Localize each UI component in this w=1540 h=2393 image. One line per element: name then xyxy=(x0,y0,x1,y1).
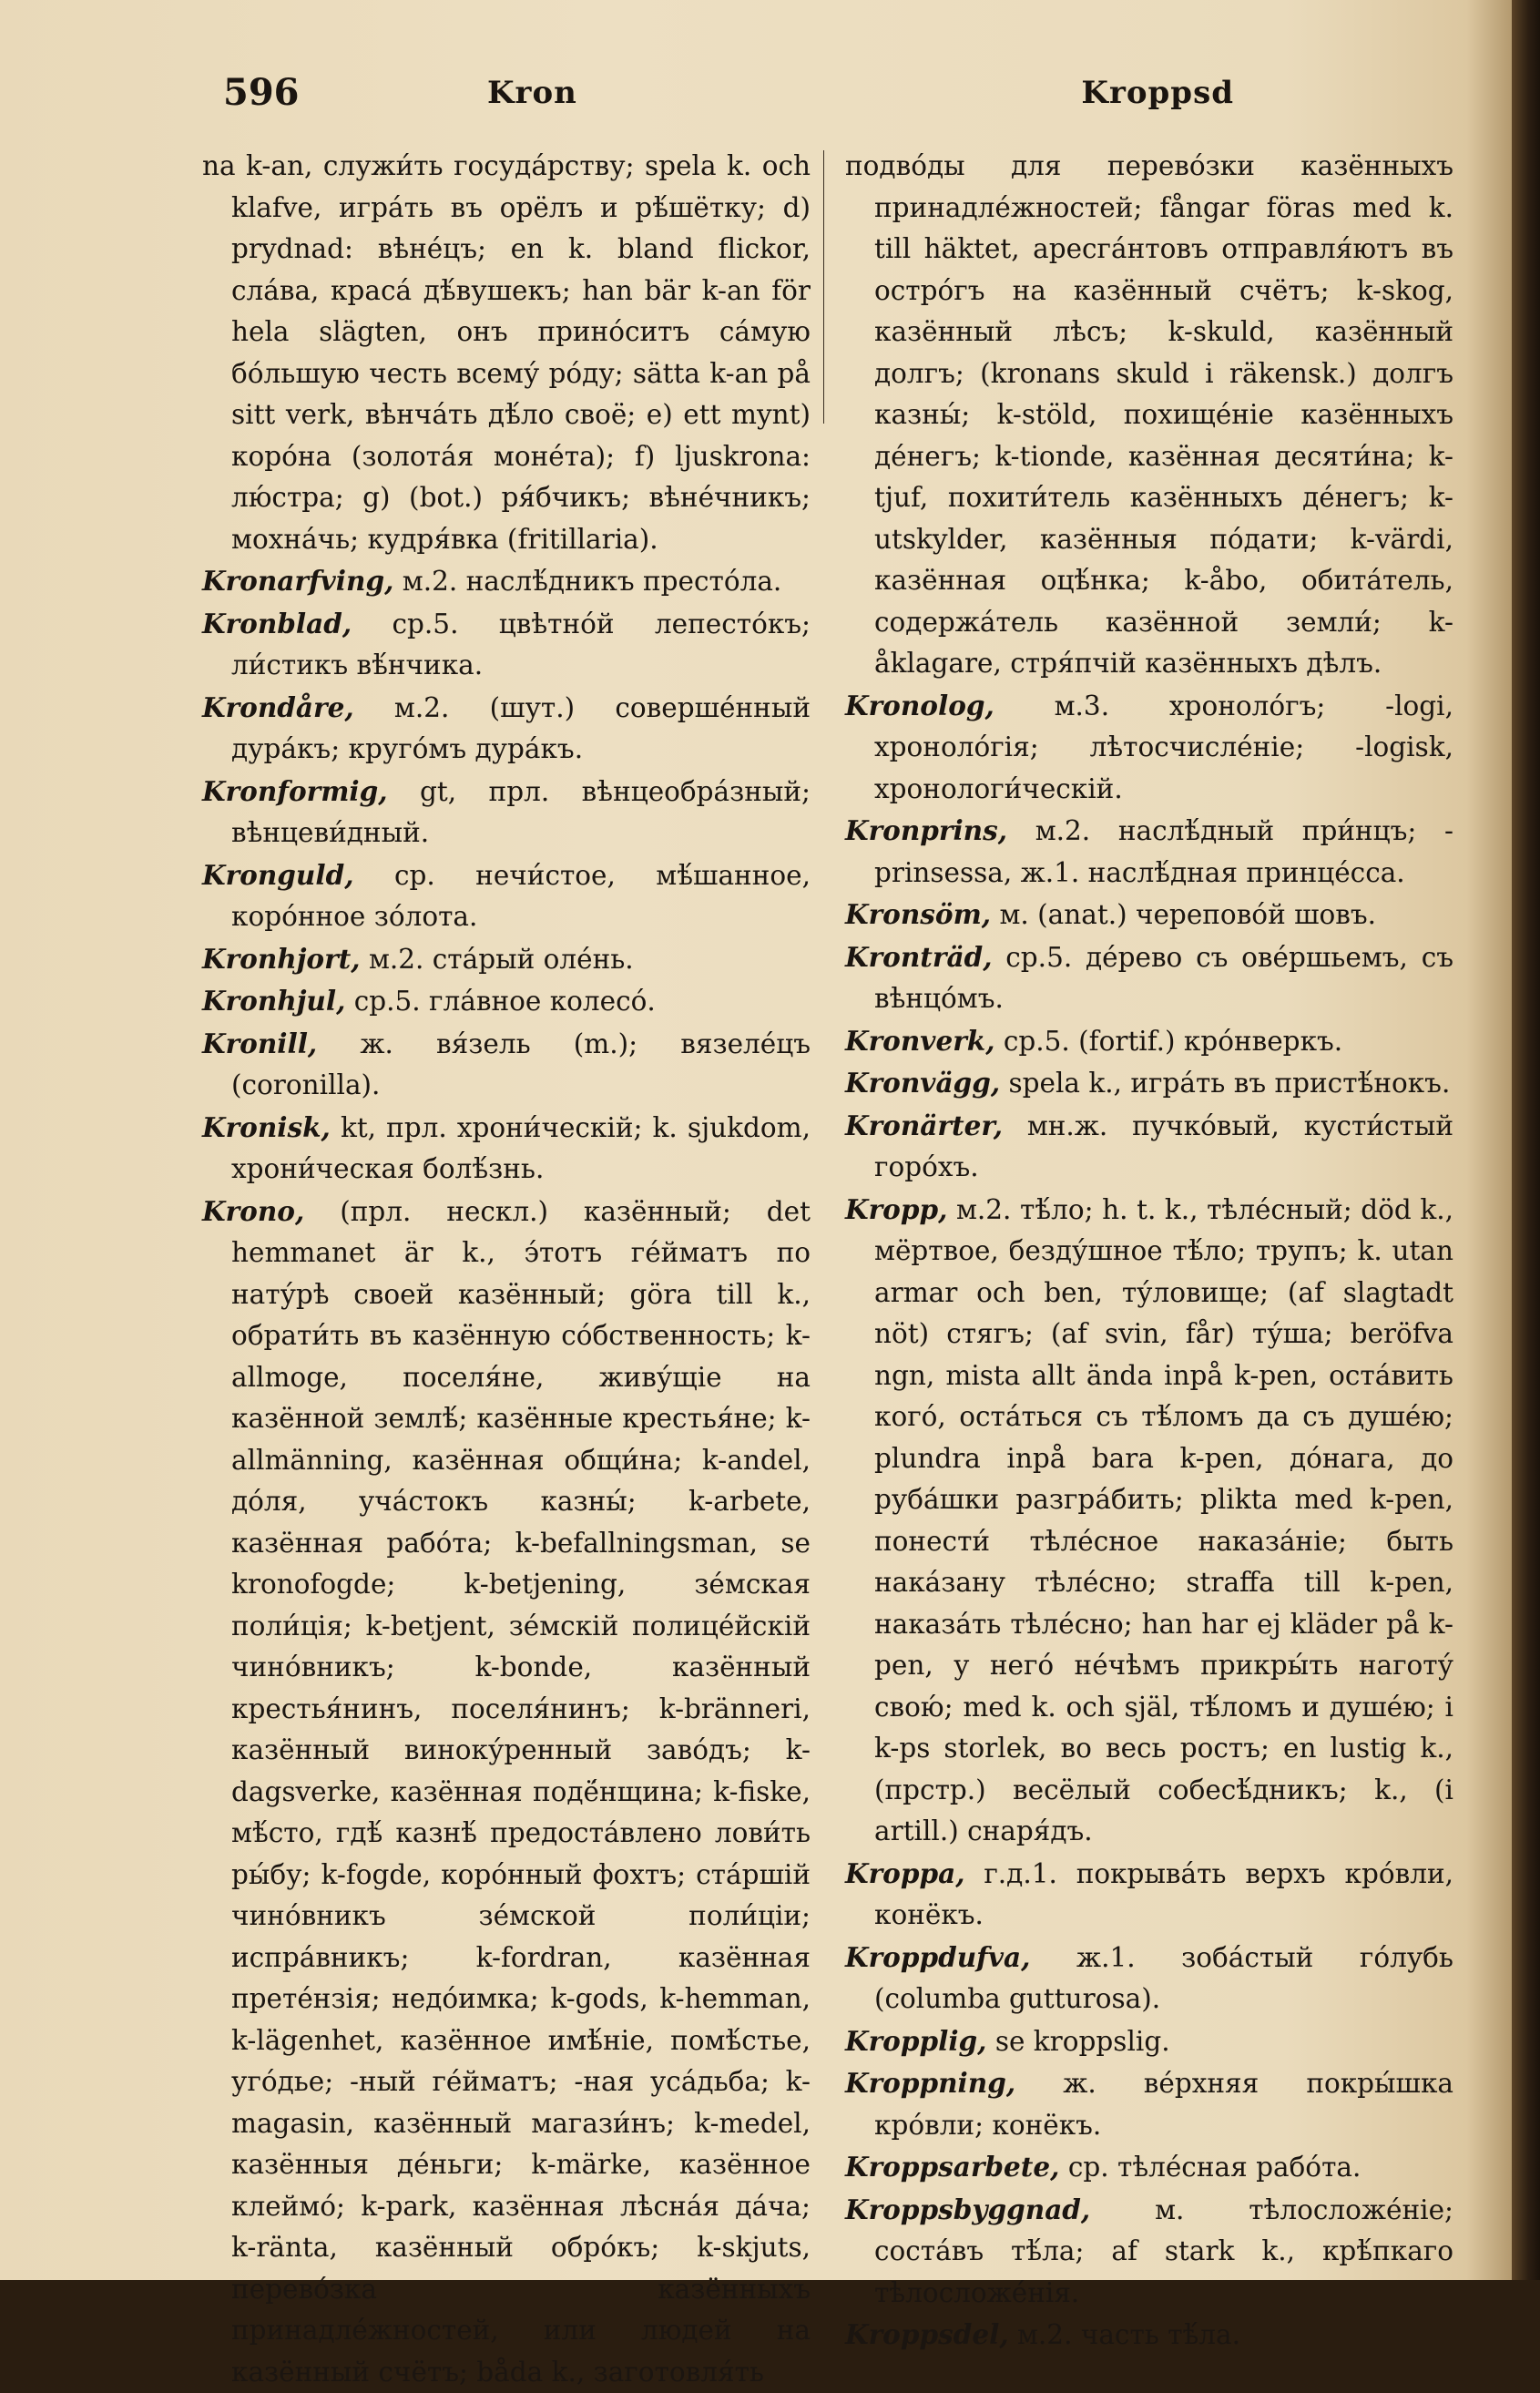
dictionary-entry xyxy=(845,1853,1453,1937)
dictionary-entry xyxy=(202,603,811,687)
entry-definition: мн.ж. пучко́вый, кусти́стый горо́хъ. xyxy=(874,1110,1453,1183)
entry-headword: Kronblad, xyxy=(202,608,352,639)
dictionary-entry xyxy=(202,771,811,854)
dictionary-entry xyxy=(845,810,1453,894)
entry-headword: Kronformig, xyxy=(202,775,388,807)
dictionary-entry xyxy=(202,938,811,981)
entry-headword: Kronolog, xyxy=(845,690,994,721)
entry-definition: г.д.1. покрыва́ть верхъ кро́вли, конёкъ. xyxy=(874,1858,1453,1931)
entry-headword: Kronarfving, xyxy=(202,565,393,597)
dictionary-entry xyxy=(202,1107,811,1191)
entry-definition: м. (anat.) черепово́й шовъ. xyxy=(999,899,1376,930)
entry-definition: ж. вя́зель (m.); вязеле́цъ (coronilla). xyxy=(231,1028,811,1101)
entry-headword: Kronhjul, xyxy=(202,985,345,1017)
entry-headword: Kroppsdel, xyxy=(845,2318,1009,2350)
right-running-headword: Kroppsd xyxy=(1081,75,1234,111)
entry-definition: ср.5. цвѣтно́й лепесто́къ; ли́стикъ вѣ́нчика. xyxy=(231,608,811,681)
entry-headword: Kronverk, xyxy=(845,1025,994,1057)
entry-continuation xyxy=(845,146,1453,685)
dictionary-entry xyxy=(845,1105,1453,1189)
entry-headword: Kropp, xyxy=(845,1193,947,1225)
dictionary-entry xyxy=(202,560,811,603)
page-number: 596 xyxy=(223,71,300,114)
entry-headword: Kronisk, xyxy=(202,1111,331,1143)
entry-headword: Kroppsarbete, xyxy=(845,2151,1059,2183)
entry-headword: Kroppa, xyxy=(845,1857,965,1889)
dictionary-entry xyxy=(845,894,1453,936)
entry-headword: Kronsöm, xyxy=(845,898,991,930)
entry-headword: Krondåre, xyxy=(202,691,354,723)
dictionary-entry xyxy=(845,1189,1453,1853)
entry-definition: м.2. ста́рый оле́нь. xyxy=(369,944,634,975)
entry-continuation xyxy=(202,146,811,560)
running-header xyxy=(223,71,1234,126)
entry-headword: Kroppning, xyxy=(845,2067,1015,2099)
column-margin-rule xyxy=(823,150,824,424)
entry-headword: Krono, xyxy=(202,1195,304,1227)
entry-headword: Kronguld, xyxy=(202,859,354,891)
entry-headword: Kronill, xyxy=(202,1028,317,1059)
entry-definition: spela k., игра́ть въ пристѣ́нокъ. xyxy=(1008,1068,1450,1099)
entry-definition: ж.1. зоба́стый го́лубь (columba gutturosa). xyxy=(874,1942,1453,2015)
dictionary-entry xyxy=(202,1023,811,1107)
dictionary-entry xyxy=(845,2189,1453,2315)
entry-headword: Kronhjort, xyxy=(202,943,361,975)
entry-definition: м. тѣлосложе́ніе; соста́въ тѣ́ла; af stark k., крѣ́пкаго тѣлосложе́нія. xyxy=(874,2194,1453,2308)
book-spine-edge xyxy=(1512,0,1540,2280)
left-column xyxy=(202,146,811,2393)
entry-headword: Kronträd, xyxy=(845,941,993,973)
dictionary-entry xyxy=(845,2146,1453,2189)
left-running-headword: Kron xyxy=(487,75,577,111)
entry-definition: подво́ды для перево́зки казённыхъ принадле́жностей; fångar föras med k. till häktet, аресга́нтовъ отправля́ютъ въ остро́гъ на казённый счётъ; k-skog, казённый лѣсъ; k-skuld, казённый долгъ; (kronans skuld i räkensk.) долгъ казны́; k-stöld, похище́ніе казённыхъ де́негъ; k-tionde, казённая десяти́на; k-tjuf, похити́тель казённыхъ де́негъ; k-utskylder, казённыя по́дати; k-värdi, казённая оцѣ́нка; k-åbo, обита́тель, содержа́тель казённой земли́; k-åklagare, стря́пчій казённыхъ дѣлъ. xyxy=(845,150,1453,679)
dictionary-entry xyxy=(202,687,811,771)
dictionary-entry xyxy=(845,1937,1453,2020)
entry-headword: Kroppsbyggnad, xyxy=(845,2194,1090,2225)
dictionary-entry xyxy=(202,1191,811,2393)
entry-headword: Kropplig, xyxy=(845,2025,986,2057)
entry-definition: м.2. часть тѣ́ла. xyxy=(1017,2319,1240,2350)
entry-definition: м.3. хроноло́гъ; -logi, хроноло́гія; лѣтосчисле́ніе; -logisk, хронологи́ческій. xyxy=(874,690,1453,804)
entry-definition: м.2. (шут.) соверше́нный дура́къ; круго́мъ дура́къ. xyxy=(231,692,811,765)
entry-definition: ср. тѣле́сная рабо́та. xyxy=(1068,2152,1362,2183)
entry-definition: na k-an, служи́ть госуда́рству; spela k. och klafve, игра́ть въ орёлъ и рѣ́шётку; d) prydnad: вѣне́цъ; en k. bland flickor, сла́ва, краса́ дѣ́вушекъ; han bär k-an för hela slägten, онъ прино́ситъ са́мую бо́льшую честь всему́ ро́ду; sätta k-an på sitt verk, вѣнча́ть дѣ́ло своё; e) ett mynt) коро́на (золота́я моне́та); f) ljuskrona: лю́стра; g) (bot.) ря́бчикъ; вѣне́чникъ; мохна́чь; кудря́вка (fritillaria). xyxy=(202,150,811,555)
dictionary-entry xyxy=(845,2020,1453,2063)
dictionary-entry xyxy=(845,1062,1453,1105)
entry-definition: ср.5. гла́вное колесо́. xyxy=(354,986,656,1017)
entry-definition: м.2. тѣ́ло; h. t. k., тѣле́сный; död k., мёртвое, безду́шное тѣ́ло; трупъ; k. utan armar och ben, ту́ловище; (af slagtadt nöt) стягъ; (af svin, får) ту́ша; beröfva ngn, mista allt ända inpå k-pen, оста́вить кого́, оста́ться съ тѣ́ломъ да съ душе́ю; plundra inpå bara k-pen, до́нага, до руба́шки разгра́бить; plikta med k-pen, понести́ тѣле́сное наказа́ніе; быть нака́зану тѣле́сно; straffa till k-pen, наказа́ть тѣле́сно; han har ej kläder på k-pen, у него́ не́чѣмъ прикры́ть наготу́ свою́; med k. och själ, тѣ́ломъ и душе́ю; i k-ps storlek, во весь ростъ; en lustig k., (прстр.) весёлый собесѣ́дникъ; k., (i artill.) снаря́дъ. xyxy=(874,1194,1453,1847)
entry-definition: se kroppslig. xyxy=(995,2026,1170,2057)
entry-definition: м.2. наслѣ́дникъ престо́ла. xyxy=(403,566,782,597)
dictionary-entry xyxy=(202,854,811,938)
dictionary-entry xyxy=(845,2314,1453,2357)
dictionary-entry xyxy=(845,936,1453,1020)
entry-definition: ср. нечи́стое, мѣ́шанное, коро́нное зо́лота. xyxy=(231,860,811,933)
entry-definition: kt, прл. хрони́ческій; k. sjukdom, хрони́ческая болѣ́знь. xyxy=(231,1112,811,1185)
right-column xyxy=(845,146,1453,2357)
entry-definition: ж. ве́рхняя покры́шка кро́вли; конёкъ. xyxy=(874,2068,1453,2141)
entry-definition: gt, прл. вѣнцеобра́зный; вѣнцеви́дный. xyxy=(231,776,811,849)
entry-definition: (прл. нескл.) казённый; det hemmanet är k., э́тотъ ге́йматъ по нату́рѣ своей казённый; göra till k., обрати́ть въ казённую со́бственность; k-allmoge, поселя́не, живу́щіе на казённой землѣ́; казённые крестья́не; k-allmänning, казённая общи́на; k-andel, до́ля, уча́стокъ казны́; k-arbete, казённая рабо́та; k-befallningsman, se kronofogde; k-betjening, зе́мская поли́ція; k-betjent, зе́мскій полице́йскій чино́вникъ; k-bonde, казённый крестья́нинъ, поселя́нинъ; k-brännerі, казённый виноку́ренный заво́дъ; k-dagsverke, казённая подё́нщина; k-fiske, мѣ́сто, гдѣ́ казнѣ́ предоста́влено лови́ть ры́бу; k-fogde, коро́нный фохтъ; ста́ршій чино́вникъ зе́мской поли́ціи; испра́вникъ; k-fordran, казённая прете́нзія; недо́имка; k-gods, k-hemman, k-lägenhet, казённое имѣ́ніе, помѣ́стье, уго́дье; -ный ге́йматъ; -ная уса́дьба; k-magasin, казённый магази́нъ; k-medel, казённыя де́ньги; k-märke, казённое клеймо́; k-park, казённая лѣсна́я да́ча; k-ränta, казённый обро́къ; k-skjuts, перево́зка казённыхъ принадле́жностей, или людей на казённый счётъ; båda k., заготовля́ть xyxy=(231,1196,811,2388)
entry-headword: Kronvägg, xyxy=(845,1067,1000,1099)
dictionary-entry xyxy=(845,1020,1453,1063)
dictionary-entry xyxy=(845,2062,1453,2146)
entry-definition: м.2. наслѣ́дный при́нцъ; -prinsessa, ж.1. наслѣ́дная принце́сса. xyxy=(874,815,1453,888)
entry-headword: Kronprins, xyxy=(845,814,1007,846)
entry-headword: Kroppdufva, xyxy=(845,1941,1030,1973)
dictionary-entry xyxy=(202,980,811,1023)
dictionary-entry xyxy=(845,685,1453,811)
entry-definition: ср.5. (fortif.) кро́нверкъ. xyxy=(1004,1026,1342,1057)
entry-headword: Kronärter, xyxy=(845,1110,1003,1141)
entry-definition: ср.5. де́рево съ ове́ршьемъ, съ вѣнцо́мъ. xyxy=(874,942,1453,1015)
